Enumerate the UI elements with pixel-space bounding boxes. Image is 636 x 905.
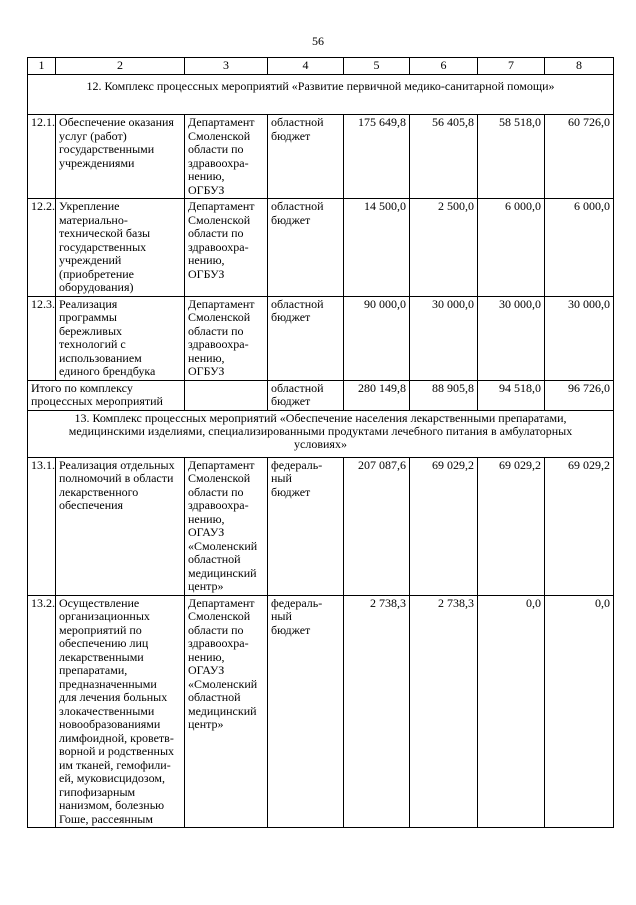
table-row — [28, 115, 614, 199]
text-line: областной — [188, 552, 241, 566]
column-header: 6 — [410, 58, 478, 75]
text-line: Департамент — [188, 595, 255, 610]
text-line: оборудования) — [59, 280, 134, 294]
text-line: ей, муковисцидозом, — [59, 771, 165, 785]
text-line: им тканей, гемофили- — [59, 757, 171, 772]
text-line: препаратами, — [59, 663, 128, 677]
text-line: обеспечению лиц — [59, 636, 149, 650]
amount-col8: 69 029,2 — [545, 457, 614, 595]
text-line: области по — [188, 226, 244, 240]
column-number-row — [28, 58, 614, 75]
amount-col7: 0,0 — [478, 595, 545, 828]
amount-col6: 30 000,0 — [410, 296, 478, 380]
page-number: 56 — [312, 34, 324, 48]
text-line: Смоленской — [188, 609, 251, 623]
text-line: Смоленской — [188, 310, 251, 324]
row-number: 12.2. — [28, 199, 56, 297]
text-line: предназначенными — [59, 676, 157, 691]
section-title-row — [28, 410, 614, 457]
total-col6: 88 905,8 — [410, 380, 478, 410]
text-line: Гоше, рассеянным — [59, 811, 153, 826]
text-line: услуг (работ) — [59, 128, 127, 143]
text-line: нению, — [188, 511, 225, 526]
amount-col7: 6 000,0 — [478, 199, 545, 297]
text-line: лекарственного — [59, 484, 139, 499]
text-line: бюджет — [271, 622, 311, 637]
text-line: области по — [188, 142, 244, 156]
text-line: Реализация отдельных — [59, 457, 175, 472]
text-line: областной — [271, 115, 324, 129]
text-line: Департамент — [188, 199, 255, 213]
amount-col6: 69 029,2 — [410, 457, 478, 595]
budget-table — [27, 57, 614, 828]
text-line: технологий с — [59, 337, 126, 351]
text-line: Смоленской — [188, 212, 251, 227]
column-header: 1 — [28, 58, 56, 75]
text-line: Департамент — [188, 457, 255, 472]
text-line: Осуществление — [59, 595, 140, 610]
amount-col5: 2 738,3 — [344, 595, 410, 828]
text-line: нению, — [188, 169, 225, 183]
text-line: мероприятий по — [59, 622, 142, 637]
text-line: медицинский — [188, 703, 257, 718]
text-line: лимфоидной, кроветв- — [59, 730, 174, 745]
amount-col6: 56 405,8 — [410, 115, 478, 199]
text-line: областной — [188, 690, 241, 704]
text-line: федераль- — [271, 457, 323, 472]
text-line: обеспечения — [59, 498, 124, 512]
amount-col6: 2 500,0 — [410, 199, 478, 297]
text-line: федераль- — [271, 595, 323, 610]
text-line: учреждениями — [59, 155, 135, 170]
text-line: Департамент — [188, 115, 255, 129]
table-row — [28, 199, 614, 297]
funding-source — [268, 457, 344, 595]
executor — [185, 595, 268, 828]
text-line: государственными — [59, 142, 155, 156]
table-row — [28, 296, 614, 380]
text-line: ный — [271, 471, 292, 485]
text-line: «Смоленский — [188, 676, 258, 691]
text-line: злокачественными — [59, 703, 155, 718]
column-header: 3 — [185, 58, 268, 75]
column-header: 8 — [545, 58, 614, 75]
section-13-title — [28, 410, 614, 457]
amount-col8: 0,0 — [545, 595, 614, 828]
text-line: программы — [59, 310, 117, 324]
amount-col7: 58 518,0 — [478, 115, 545, 199]
text-line: материально- — [59, 212, 128, 227]
text-line: ОГБУЗ — [188, 266, 225, 281]
text-line: ный — [271, 609, 292, 623]
text-line: бюджет — [271, 212, 311, 227]
text-line: государственных — [59, 239, 147, 254]
funding-source — [268, 115, 344, 199]
total-col5: 280 149,8 — [344, 380, 410, 410]
text-line: процессных мероприятий — [31, 394, 163, 408]
total-label — [28, 380, 185, 410]
text-line: медицинский — [188, 565, 257, 580]
text-line: бережливых — [59, 323, 123, 338]
text-line: бюджет — [271, 310, 311, 324]
total-col7: 94 518,0 — [478, 380, 545, 410]
text-line: Смоленской — [188, 128, 251, 143]
text-line: областной — [271, 380, 324, 395]
text-line: бюджет — [271, 484, 311, 499]
funding-source — [268, 595, 344, 828]
text-line: здравоохра- — [188, 239, 249, 254]
executor — [185, 296, 268, 380]
text-line: для лечения больных — [59, 690, 168, 704]
text-line: ОГАУЗ — [188, 663, 225, 677]
text-line: центр» — [188, 717, 224, 731]
executor — [185, 380, 268, 410]
text-line: здравоохра- — [188, 498, 249, 512]
amount-col8: 6 000,0 — [545, 199, 614, 297]
amount-col5: 175 649,8 — [344, 115, 410, 199]
text-line: нению, — [188, 350, 225, 365]
text-line: областной — [271, 296, 324, 311]
text-line: центр» — [188, 579, 224, 593]
total-row — [28, 380, 614, 410]
text-line: области по — [188, 484, 244, 499]
text-line: нению, — [188, 253, 225, 267]
text-line: Смоленской — [188, 471, 251, 485]
text-line: нению, — [188, 649, 225, 664]
event-name — [56, 457, 185, 595]
text-line: ОГБУЗ — [188, 364, 225, 378]
text-line: ворной и родственных — [59, 744, 175, 758]
text-line: Реализация — [59, 296, 118, 311]
amount-col8: 30 000,0 — [545, 296, 614, 380]
section-12-title: 12. Комплекс процессных мероприятий «Развитие первичной медико-санитарной помощи» — [28, 75, 614, 115]
text-line: (приобретение — [59, 266, 135, 281]
funding-source — [268, 199, 344, 297]
event-name — [56, 595, 185, 828]
row-number: 13.2. — [28, 595, 56, 828]
text-line: здравоохра- — [188, 337, 249, 351]
text-line: единого брендбука — [59, 364, 156, 378]
executor — [185, 199, 268, 297]
amount-col8: 60 726,0 — [545, 115, 614, 199]
text-line: бюджет — [271, 394, 311, 408]
event-name — [56, 115, 185, 199]
text-line: «Смоленский — [188, 538, 258, 553]
text-line: бюджет — [271, 128, 311, 143]
executor — [185, 457, 268, 595]
amount-col5: 90 000,0 — [344, 296, 410, 380]
text-line: нанизмом, болезнью — [59, 798, 165, 812]
section-title-row — [28, 75, 614, 115]
text-line: гипофизарным — [59, 784, 136, 799]
text-line: ОГБУЗ — [188, 182, 225, 197]
table-row — [28, 457, 614, 595]
text-line: Департамент — [188, 296, 255, 311]
text-line: новообразованиями — [59, 717, 161, 731]
text-line: технической базы — [59, 226, 151, 240]
text-line: областной — [271, 199, 324, 213]
column-header: 5 — [344, 58, 410, 75]
text-line: Обеспечение оказания — [59, 115, 174, 129]
text-line: условиях» — [294, 436, 347, 451]
column-header: 2 — [56, 58, 185, 75]
amount-col5: 207 087,6 — [344, 457, 410, 595]
event-name — [56, 296, 185, 380]
text-line: Укрепление — [59, 199, 120, 213]
text-line: области по — [188, 323, 244, 338]
column-header: 4 — [268, 58, 344, 75]
column-header: 7 — [478, 58, 545, 75]
text-line: ОГАУЗ — [188, 525, 225, 539]
text-line: лекарственными — [59, 649, 144, 664]
event-name — [56, 199, 185, 297]
funding-source — [268, 380, 344, 410]
funding-source — [268, 296, 344, 380]
amount-col7: 30 000,0 — [478, 296, 545, 380]
executor — [185, 115, 268, 199]
text-line: области по — [188, 622, 244, 637]
text-line: 13. Комплекс процессных мероприятий «Обеспечение населения лекарственными препаратами, — [74, 410, 567, 425]
text-line: здравоохра- — [188, 636, 249, 650]
text-line: полномочий в области — [59, 471, 174, 485]
amount-col5: 14 500,0 — [344, 199, 410, 297]
row-number: 13.1. — [28, 457, 56, 595]
row-number: 12.1. — [28, 115, 56, 199]
text-line: организационных — [59, 609, 150, 623]
table-row — [28, 595, 614, 828]
text-line: учреждений — [59, 253, 122, 267]
text-line: здравоохра- — [188, 155, 249, 170]
text-line: медицинскими изделиями, специализированными продуктами лечебного питания в амбулаторных — [68, 423, 573, 438]
amount-col7: 69 029,2 — [478, 457, 545, 595]
total-col8: 96 726,0 — [545, 380, 614, 410]
text-line: Итого по комплексу — [31, 380, 133, 395]
row-number: 12.3. — [28, 296, 56, 380]
text-line: использованием — [59, 350, 142, 365]
amount-col6: 2 738,3 — [410, 595, 478, 828]
